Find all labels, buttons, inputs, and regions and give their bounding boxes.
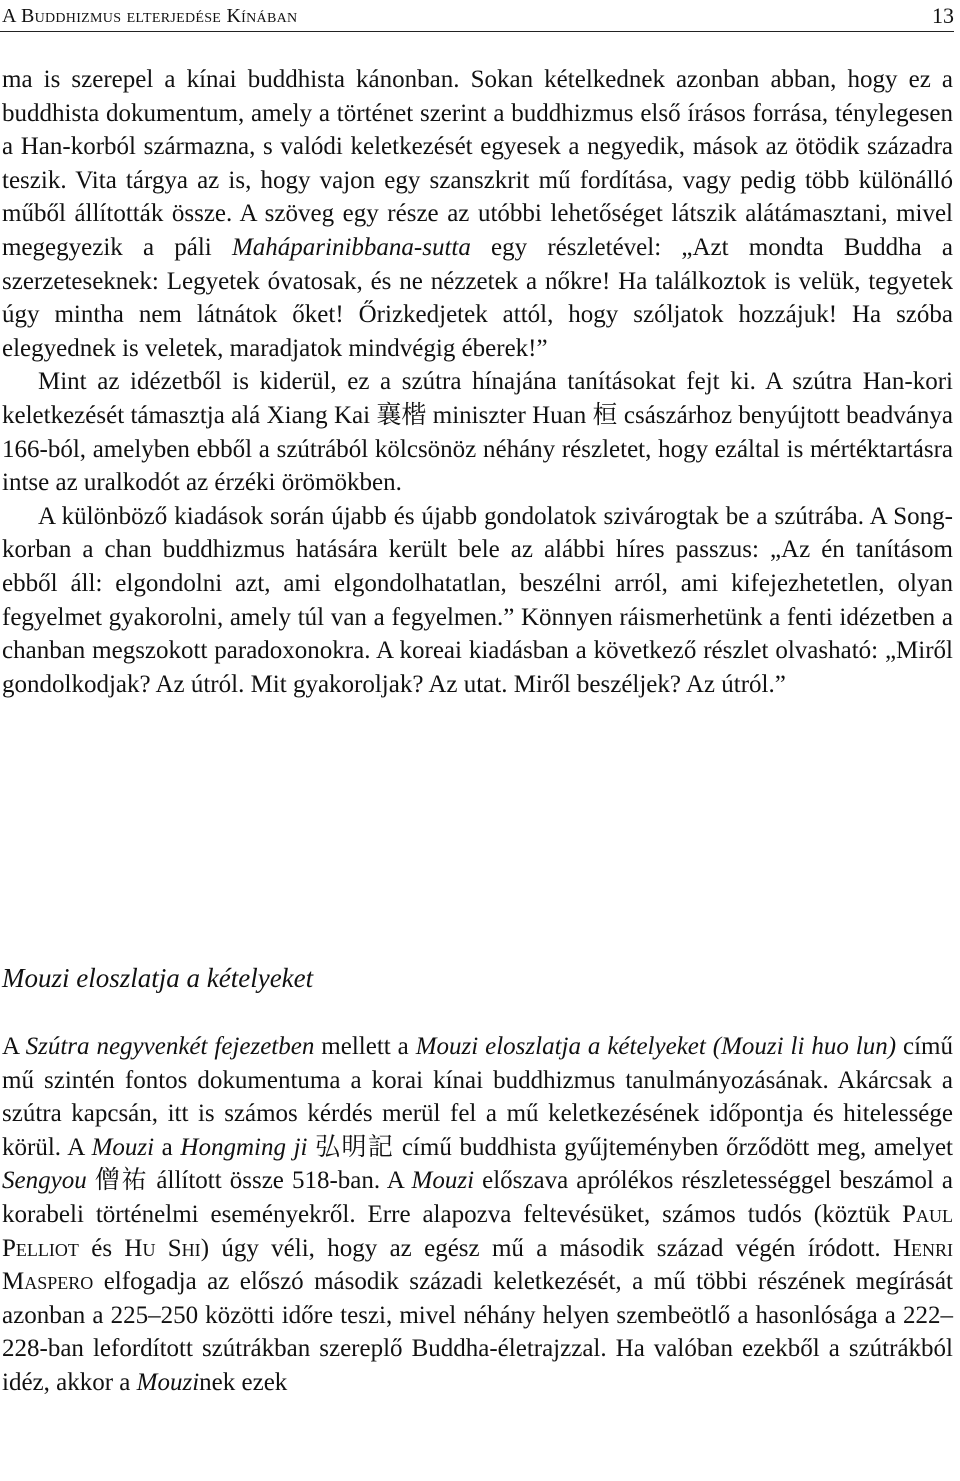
paragraph-3: A különböző kiadások során újabb és újabb gondolatok szivárogtak be a szútrába. A Song-korban a chan buddhizmus hatására került bele az alábbi híres passzus: „Az én tanításom ebből áll: elgondolni azt, ami elgondolhatatlan, beszélni arról, ami kifejezhetetlen, olyan fegyelmet gyakorolni, amely túl van a fegyelmen.” Könnyen ráismerhetünk a fenti idézetben a chanban megszokott paradoxonokra. A koreai kiadásban a következő részlet olvasható: „Miről gondolkodjak? Az útról. Mit gyakoroljak? Az utat. Miről beszéljek? Az útról.” xyxy=(2,502,953,698)
italic-title: Mouzi eloszlatja a kételyeket (Mouzi li huo lun) xyxy=(415,1033,897,1060)
paragraph-2: Mint az idézetből is kiderül, ez a szútra hínajána tanításokat fejt ki. A szútra Han-kori keletkezését támasztja alá Xiang Kai 襄楷 miniszter Huan 桓 császárhoz benyújtott beadványa 166-ból, amelyben ebből a szútrából kölcsönöz néhány részletet, hogy ezáltal is mértéktartásra intse az uralkodót az érzéki örömökben. xyxy=(2,368,953,497)
italic-title: Mouzi xyxy=(136,1368,200,1396)
italic-title: Szútra negyvenkét fejezetben xyxy=(25,1033,315,1060)
text-run: 弘明記 című buddhista gyűjteményben őrződött meg, amelyet xyxy=(307,1133,953,1161)
page-number: 13 xyxy=(932,3,954,28)
italic-title: Hongming ji xyxy=(180,1133,308,1161)
text-run: című mű szintén fontos dokumentuma a korai kínai buddhizmus tanulmányozásának. Akárcsak a szútra kapcsán, itt is számos kérdés merül fel a mű keletkezésének időpontja és hitelessége körül. A xyxy=(2,1033,953,1161)
paragraph-1 xyxy=(2,63,953,365)
scholar-name: Hu Shi xyxy=(124,1234,201,1262)
paragraph-1-text-a: ma is szerepel a kínai buddhista kánonban. Sokan kételkednek azonban abban, hogy ez a buddhista dokumentum, amely a történet szerint a buddhizmus első írásos forrása, ténylegesen a Han-korból származna, s valódi keletkezését egyesek a negyedik, mások az ötödik századra teszik. Vita tárgya az is, hogy vajon egy szanszkrit mű fordítása, vagy pedig több különálló műből állították össze. A szöveg egy része az utóbbi lehetőséget látszik alátámasztani, mivel megegyezik a páli xyxy=(2,66,953,261)
paragraph-1-text-b: egy részletével: „Azt mondta Buddha a szerzeteseknek: Legyetek óvatosak, és ne nézzetek a nőkre! Ha találkoztok is velük, tegyetek úgy mintha nem látnátok őket! Őrizkedjetek attól, hogy szóljatok hozzájuk! Ha szóba elegyednek is veletek, maradjatok mindvégig éberek!” xyxy=(2,233,953,362)
main-text xyxy=(2,63,953,701)
text-run: és xyxy=(78,1234,125,1262)
text-run: A xyxy=(2,1033,26,1060)
italic-title: Mouzi xyxy=(411,1167,475,1195)
scholar-name: Paul Pelliot xyxy=(2,1200,953,1262)
running-title: A Buddhizmus elterjedése Kínában xyxy=(2,5,298,27)
section-text xyxy=(2,1030,953,1400)
section-heading: Mouzi eloszlatja a kételyeket xyxy=(2,963,314,993)
running-header xyxy=(0,2,954,32)
text-run: mellett a xyxy=(314,1033,416,1060)
work-title-mahaparinibbana: Maháparinibbana-sutta xyxy=(231,233,471,261)
text-run: 僧祐 állított össze 518-ban. A xyxy=(86,1167,412,1195)
text-run: elfogadja az előszó második századi keletkezését, a mű többi részének megírását azonban a 225–250 közötti időre teszi, mivel néhány helyen szembeötlő a hasonlósága a 222–228-ban lefordított szútrákban szereplő Buddha-életrajzzal. Ha valóban ezekből a szútrákból idéz, akkor a xyxy=(2,1268,953,1396)
section-paragraph xyxy=(2,1030,953,1400)
text-run: előszava aprólékos részletességgel beszámol a korabeli történelmi eseményekről. Erre alapozva feltevésüket, számos tudós (köztük xyxy=(2,1167,954,1228)
italic-name: Sengyou xyxy=(2,1167,87,1195)
scholar-name: Henri Maspero xyxy=(2,1234,954,1296)
text-run: ) úgy véli, hogy az egész mű a második század végén íródott. xyxy=(200,1234,893,1262)
text-run: a xyxy=(154,1133,181,1161)
text-run: nek ezek xyxy=(199,1368,288,1396)
italic-title: Mouzi xyxy=(91,1133,155,1161)
